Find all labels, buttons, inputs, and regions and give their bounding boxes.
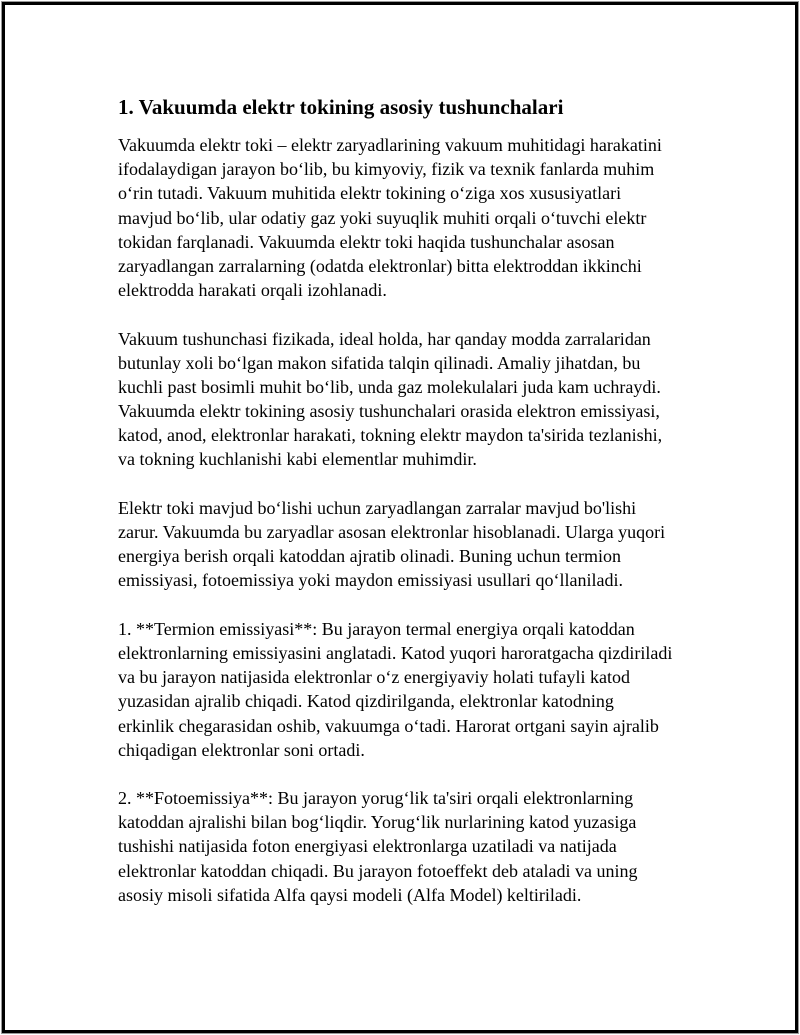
paragraph-charge-carriers [118,496,758,593]
text-line: mavjud bo‘lib, ular odatiy gaz yoki suyuqlik muhiti orqali o‘tuvchi elektr [118,207,647,228]
text-line: va bu jarayon natijasida elektronlar o‘z energiyaviy holati tufayli katod [118,667,630,688]
text-line: kuchli past bosimli muhit bo‘lib, unda gaz molekulalari juda kam uchraydi. [118,376,661,397]
text-line: 1. **Termion emissiyasi**: Bu jarayon termal energiya orqali katoddan [118,618,635,639]
text-line: yuzasidan ajralib chiqadi. Katod qizdirilganda, elektronlar katodning [118,691,614,712]
text-line: Vakuumda elektr tokining asosiy tushunchalari orasida elektron emissiyasi, [118,401,660,422]
text-line: elektronlarning emissiyasini anglatadi. Katod yuqori haroratgacha qizdiriladi [118,642,673,663]
text-line: elektronlar katoddan chiqadi. Bu jarayon fotoeffekt deb ataladi va uning [118,860,638,881]
text-line: 2. **Fotoemissiya**: Bu jarayon yorug‘lik ta'siri orqali elektronlarning [118,788,634,809]
text-line: tushishi natijasida foton energiyasi elektronlarga uzatiladi va natijada [118,836,617,857]
text-line: Vakuumda elektr toki – elektr zaryadlarining vakuum muhitidagi harakatini [118,135,662,155]
text-line: emissiyasi, fotoemissiya yoki maydon emissiyasi usullari qo‘llaniladi. [118,570,623,591]
text-line: o‘rin tutadi. Vakuum muhitida elektr tokining o‘ziga xos xususiyatlari [118,183,622,204]
section-heading: 1. Vakuumda elektr tokining asosiy tushunchalari [118,95,564,119]
text-line: zaryadlangan zarralarning (odatda elektronlar) bitta elektroddan ikkinchi [118,255,642,276]
text-line: erkinlik chegarasidan oshib, vakuumga o‘tadi. Harorat ortgani sayin ajralib [118,715,659,736]
text-line: asosiy misoli sifatida Alfa qaysi modeli (Alfa Model) keltiriladi. [118,884,582,905]
text-line: zarur. Vakuumda bu zaryadlar asosan elektronlar hisoblanadi. Ularga yuqori [118,522,666,542]
text-line: chiqadigan elektronlar soni ortadi. [118,739,365,760]
text-line: katod, anod, elektronlar harakati, tokning elektr maydon ta'sirida tezlanishi, [118,425,663,446]
list-item-thermionic-emission [118,617,758,762]
text-line: katoddan ajralishi bilan bog‘liqdir. Yorug‘lik nurlarining katod yuzasiga [118,812,637,833]
text-line: ifodalaydigan jarayon bo‘lib, bu kimyoviy, fizik va texnik fanlarda muhim [118,159,655,180]
text-line: Elektr toki mavjud bo‘lishi uchun zaryadlangan zarralar mavjud bo'lishi [118,497,637,518]
text-line: tokidan farqlanadi. Vakuumda elektr toki haqida tushunchalar asosan [118,231,615,252]
text-line: elektrodda harakati orqali izohlanadi. [118,280,387,301]
paragraph-intro [118,133,758,302]
document-body [118,94,758,931]
text-line: va tokning kuchlanishi kabi elementlar muhimdir. [118,449,477,470]
text-line: Vakuum tushunchasi fizikada, ideal holda, har qanday modda zarralaridan [118,328,651,349]
list-item-photoemission [118,786,758,907]
text-line: energiya berish orqali katoddan ajratib olinadi. Buning uchun termion [118,546,622,567]
paragraph-vacuum-concept [118,327,758,472]
text-line: butunlay xoli bo‘lgan makon sifatida talqin qilinadi. Amaliy jihatdan, bu [118,352,641,373]
